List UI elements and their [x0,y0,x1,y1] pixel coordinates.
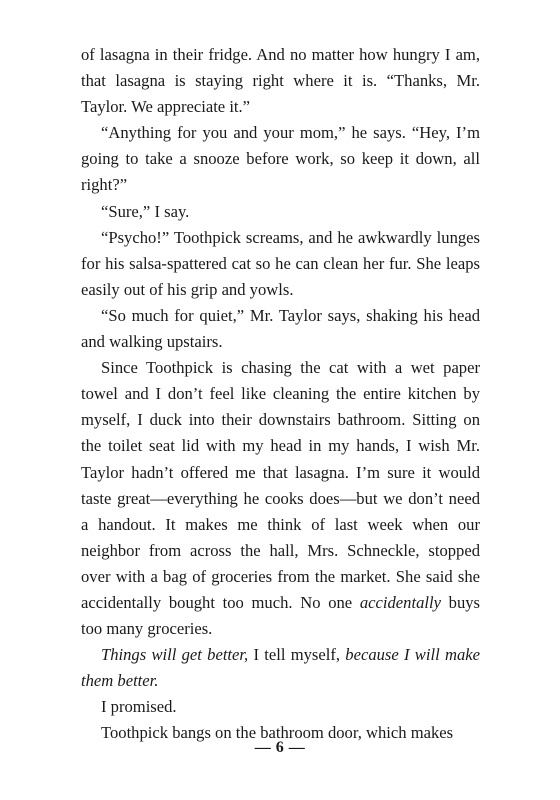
paragraph-4 [81,225,480,303]
page-number: — 6 — [254,739,306,756]
paragraph-5 [81,303,480,355]
paragraph-4-text: “Psycho!” Toothpick screams, and he awkwardly lunges for his salsa-spattered cat so he can clean her fur. She leaps easily out of his grip and yowls. [81,227,480,299]
paragraph-6-text-end: buys too many groceries. [81,592,480,639]
paragraph-1-text: of lasagna in their fridge. And no matter how hungry I am, that lasagna is staying right where it is. “Thanks, Mr. Taylor. We appreciate it.” [81,45,480,117]
paragraph-3-text: “Sure,” I say. [101,201,190,221]
paragraph-7 [81,642,480,694]
paragraph-5-text: “So much for quiet,” Mr. Taylor says, shaking his head and walking upstairs. [81,305,480,352]
paragraph-6-italic-accidentally: accidentally [359,592,441,612]
paragraph-2 [81,120,480,198]
book-page-body [81,42,480,747]
paragraph-7-italic-thought-end: because I will make them better. [81,645,480,691]
paragraph-7-italic-thought-start: Things will get better, [101,645,249,665]
paragraph-6-text: Since Toothpick is chasing the cat with a wet paper towel and I don’t feel like cleaning the entire kitchen by myself, I duck into their downstairs bathroom. Sitting on the toilet seat lid with my head in my hands, I wish Mr. Taylor hadn’t offered me that lasagna. I’m sure it would taste great—everything he cooks does—but we don’t need a handout. It makes me think of last week when our neighbor from across the hall, Mrs. Schneckle, stopped over with a bag of groceries from the market. She said she accidentally bought too much. No one [81,358,480,612]
paragraph-8-text: I promised. [101,697,177,717]
paragraph-7-text: I tell myself, [248,645,346,665]
paragraph-2-text: “Anything for you and your mom,” he says. “Hey, I’m going to take a snooze before work, so keep it down, all right?” [81,123,480,195]
paragraph-1 [81,42,480,120]
paragraph-6 [81,355,480,642]
paragraph-3 [81,199,480,225]
paragraph-8 [81,694,480,720]
paragraph-9-text: Toothpick bangs on the bathroom door, which makes [101,723,454,743]
